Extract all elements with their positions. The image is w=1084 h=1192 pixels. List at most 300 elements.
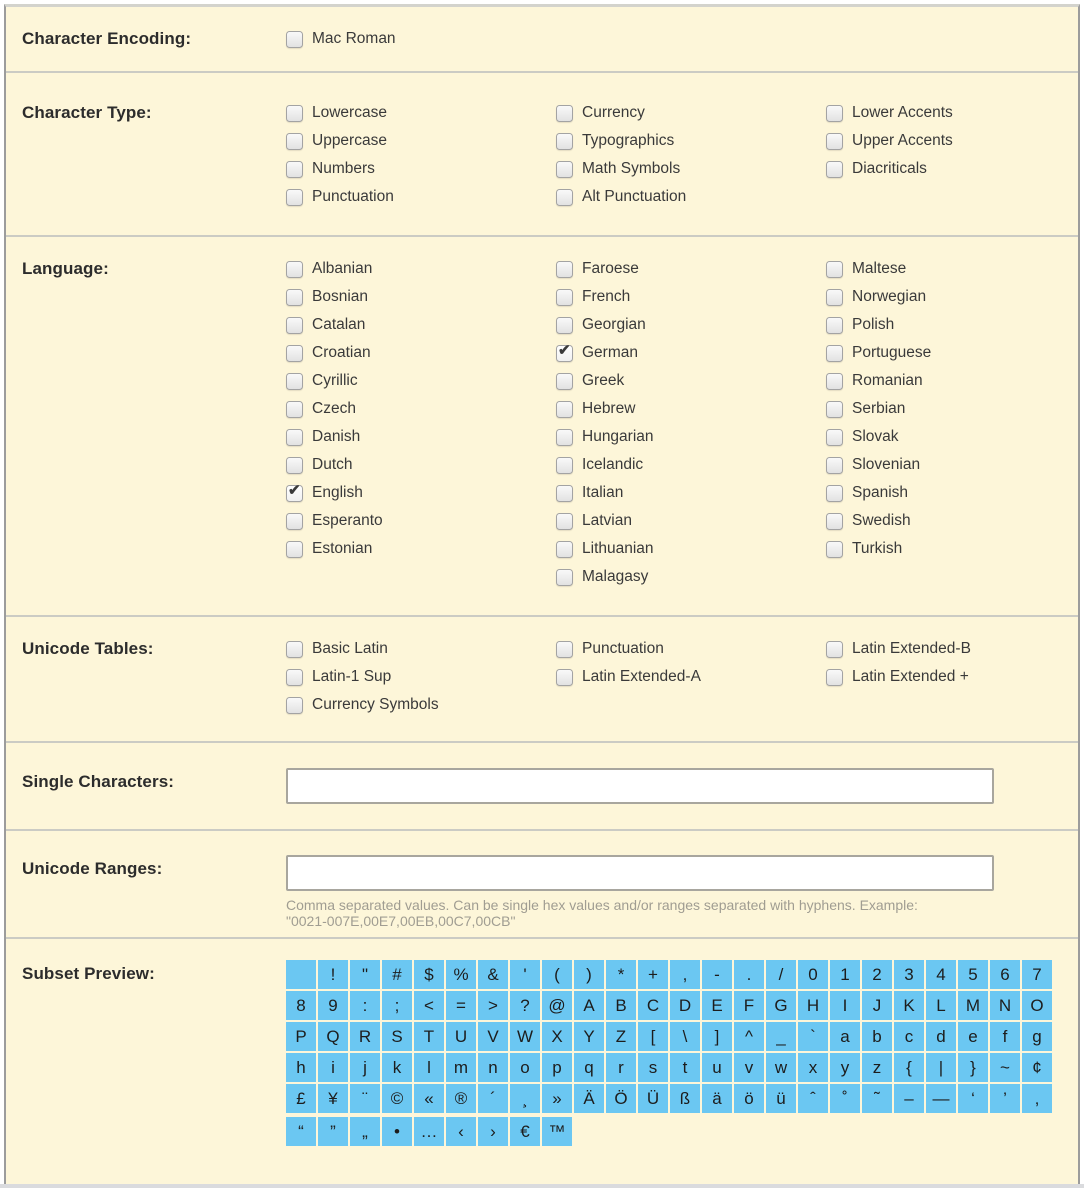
checkbox-box[interactable]	[826, 261, 843, 278]
preview-char-cell: +	[638, 960, 668, 989]
preview-char-cell: U	[446, 1022, 476, 1051]
preview-char-cell: G	[766, 991, 796, 1020]
checkbox-label: Latin-1 Sup	[312, 668, 392, 685]
checkbox-label: Latin Extended-A	[582, 668, 701, 685]
preview-char-cell: z	[862, 1053, 892, 1082]
checkbox-box[interactable]	[556, 373, 573, 390]
checkbox-label: Turkish	[852, 540, 903, 557]
checkbox-box[interactable]	[286, 189, 303, 206]
preview-char-cell: $	[414, 960, 444, 989]
preview-char-cell: @	[542, 991, 572, 1020]
preview-char-cell: /	[766, 960, 796, 989]
checkbox-label: Czech	[312, 400, 356, 417]
preview-char-cell: £	[286, 1084, 316, 1113]
checkbox-basic-latin[interactable]	[286, 635, 556, 663]
checkbox-mac-roman[interactable]	[286, 25, 396, 53]
single-characters-field	[286, 768, 994, 804]
preview-char-cell: ‹	[446, 1117, 476, 1146]
preview-char-cell: L	[926, 991, 956, 1020]
preview-char-cell: }	[958, 1053, 988, 1082]
checkbox-italian[interactable]	[556, 479, 826, 507]
checkbox-label: English	[312, 484, 363, 501]
checkbox-label: Estonian	[312, 540, 373, 557]
preview-char-cell: Z	[606, 1022, 636, 1051]
preview-char-cell: ]	[702, 1022, 732, 1051]
checkbox-box[interactable]	[556, 289, 573, 306]
checkbox-box[interactable]	[556, 133, 573, 150]
checkbox-column	[556, 255, 826, 591]
checkbox-label: Swedish	[852, 512, 911, 529]
checkbox-label: Hebrew	[582, 400, 636, 417]
preview-char-cell: ‘	[958, 1084, 988, 1113]
checkbox-latin-extended-b[interactable]	[826, 635, 971, 663]
checkbox-croatian[interactable]	[286, 339, 556, 367]
preview-char-cell: Q	[318, 1022, 348, 1051]
checkbox-box[interactable]	[286, 161, 303, 178]
preview-char-cell: Y	[574, 1022, 604, 1051]
checkbox-box[interactable]	[556, 161, 573, 178]
preview-char-cell: X	[542, 1022, 572, 1051]
preview-char-cell: –	[894, 1084, 924, 1113]
checkbox-estonian[interactable]	[286, 535, 556, 563]
checkbox-maltese[interactable]	[826, 255, 931, 283]
preview-char-cell: ‚	[1022, 1084, 1052, 1113]
checkbox-checked-icon[interactable]	[286, 481, 303, 502]
checkbox-checked-icon[interactable]	[556, 341, 573, 362]
section-character-encoding	[6, 7, 1078, 73]
preview-char-cell: H	[798, 991, 828, 1020]
checkbox-columns-language	[286, 255, 931, 591]
section-label-language: Language:	[22, 259, 109, 278]
checkbox-box[interactable]	[826, 669, 843, 686]
checkbox-label: Serbian	[852, 400, 906, 417]
checkbox-turkish[interactable]	[826, 535, 931, 563]
checkbox-label: Icelandic	[582, 456, 644, 473]
section-single-characters	[6, 743, 1078, 831]
checkbox-serbian[interactable]	[826, 395, 931, 423]
checkbox-latin-extended[interactable]	[826, 663, 971, 691]
preview-char-cell: !	[318, 960, 348, 989]
preview-char-cell: 7	[1022, 960, 1052, 989]
preview-char-cell	[286, 960, 316, 989]
checkbox-greek[interactable]	[556, 367, 826, 395]
checkbox-box[interactable]	[826, 485, 843, 502]
preview-char-cell: ˜	[862, 1084, 892, 1113]
preview-char-cell: J	[862, 991, 892, 1020]
preview-char-cell: u	[702, 1053, 732, 1082]
checkbox-box[interactable]	[556, 569, 573, 586]
checkbox-spanish[interactable]	[826, 479, 931, 507]
checkbox-currency-symbols[interactable]	[286, 691, 556, 719]
checkbox-portuguese[interactable]	[826, 339, 931, 367]
checkbox-box[interactable]	[556, 541, 573, 558]
checkbox-box[interactable]	[286, 457, 303, 474]
checkbox-box[interactable]	[286, 133, 303, 150]
checkbox-label: Maltese	[852, 260, 907, 277]
preview-char-cell: 6	[990, 960, 1020, 989]
checkbox-label: Malagasy	[582, 568, 649, 585]
preview-char-cell: —	[926, 1084, 956, 1113]
checkbox-label: Bosnian	[312, 288, 369, 305]
preview-char-cell: <	[414, 991, 444, 1020]
checkbox-dutch[interactable]	[286, 451, 556, 479]
section-label-unicode-tables: Unicode Tables:	[22, 639, 154, 658]
checkbox-box[interactable]	[286, 31, 303, 48]
checkbox-box[interactable]	[826, 641, 843, 658]
checkbox-label: Danish	[312, 428, 361, 445]
checkbox-czech[interactable]	[286, 395, 556, 423]
preview-char-cell: v	[734, 1053, 764, 1082]
checkbox-box[interactable]	[826, 513, 843, 530]
preview-char-cell: >	[478, 991, 508, 1020]
preview-char-cell: Ä	[574, 1084, 604, 1113]
preview-char-cell: C	[638, 991, 668, 1020]
checkmark-icon: ✔	[288, 481, 301, 499]
preview-char-cell: O	[1022, 991, 1052, 1020]
checkbox-norwegian[interactable]	[826, 283, 931, 311]
checkbox-label: Cyrillic	[312, 372, 358, 389]
checkbox-punctuation[interactable]	[556, 635, 826, 663]
preview-char-cell: K	[894, 991, 924, 1020]
checkbox-box[interactable]	[286, 317, 303, 334]
checkbox-box[interactable]	[286, 669, 303, 686]
checkbox-box[interactable]	[286, 289, 303, 306]
checkbox-esperanto[interactable]	[286, 507, 556, 535]
section-label-character-type: Character Type:	[22, 103, 152, 122]
checkbox-box[interactable]	[556, 317, 573, 334]
checkbox-box[interactable]	[826, 105, 843, 122]
preview-char-cell: ˆ	[798, 1084, 828, 1113]
checkbox-upper-accents[interactable]	[826, 127, 953, 155]
single-characters-input[interactable]	[286, 768, 994, 804]
preview-char-cell: a	[830, 1022, 860, 1051]
preview-char-cell: I	[830, 991, 860, 1020]
checkbox-box[interactable]	[286, 641, 303, 658]
preview-char-cell: p	[542, 1053, 572, 1082]
checkbox-label: Latin Extended +	[852, 668, 969, 685]
checkbox-box[interactable]	[286, 513, 303, 530]
checkbox-label: Basic Latin	[312, 640, 388, 657]
checkbox-box[interactable]	[556, 105, 573, 122]
preview-char-cell: 8	[286, 991, 316, 1020]
preview-char-cell: ¸	[510, 1084, 540, 1113]
preview-char-cell: i	[318, 1053, 348, 1082]
checkbox-cyrillic[interactable]	[286, 367, 556, 395]
preview-char-cell: 1	[830, 960, 860, 989]
preview-char-cell: `	[798, 1022, 828, 1051]
preview-char-cell: P	[286, 1022, 316, 1051]
checkbox-label: Faroese	[582, 260, 639, 277]
checkbox-french[interactable]	[556, 283, 826, 311]
checkbox-box[interactable]	[286, 261, 303, 278]
checkbox-label: Latin Extended-B	[852, 640, 971, 657]
preview-char-cell: j	[350, 1053, 380, 1082]
checkbox-label: Punctuation	[312, 188, 394, 205]
checkbox-polish[interactable]	[826, 311, 931, 339]
checkbox-english[interactable]	[286, 479, 556, 507]
checkbox-box[interactable]	[826, 541, 843, 558]
preview-char-cell: N	[990, 991, 1020, 1020]
checkbox-box[interactable]	[556, 401, 573, 418]
checkbox-georgian[interactable]	[556, 311, 826, 339]
checkbox-label: Dutch	[312, 456, 353, 473]
checkbox-column	[556, 635, 826, 691]
checkbox-box[interactable]	[826, 457, 843, 474]
preview-char-cell: «	[414, 1084, 444, 1113]
checkbox-label: Currency	[582, 104, 645, 121]
section-subset-preview	[6, 939, 1078, 1168]
checkbox-box[interactable]	[826, 345, 843, 362]
preview-char-cell: -	[702, 960, 732, 989]
checkbox-column	[286, 255, 556, 563]
checkbox-label: Math Symbols	[582, 160, 681, 177]
preview-char-cell: ?	[510, 991, 540, 1020]
subset-preview-grid	[286, 960, 1052, 1148]
checkbox-math-symbols[interactable]	[556, 155, 826, 183]
checkbox-label: Portuguese	[852, 344, 932, 361]
preview-char-cell: e	[958, 1022, 988, 1051]
checkbox-lower-accents[interactable]	[826, 99, 953, 127]
checkbox-slovak[interactable]	[826, 423, 931, 451]
unicode-ranges-field	[286, 855, 994, 929]
preview-char-cell: …	[414, 1117, 444, 1146]
preview-char-cell: (	[542, 960, 572, 989]
preview-char-cell: €	[510, 1117, 540, 1146]
preview-char-cell: .	[734, 960, 764, 989]
expert-subsetting-panel	[4, 4, 1080, 1184]
preview-char-cell: s	[638, 1053, 668, 1082]
preview-char-cell: ™	[542, 1117, 572, 1146]
checkbox-box[interactable]	[556, 261, 573, 278]
checkbox-box[interactable]	[556, 189, 573, 206]
preview-char-cell: l	[414, 1053, 444, 1082]
preview-char-cell: ¢	[1022, 1053, 1052, 1082]
checkbox-diacriticals[interactable]	[826, 155, 953, 183]
checkbox-box[interactable]	[556, 457, 573, 474]
checkbox-faroese[interactable]	[556, 255, 826, 283]
preview-row	[286, 1084, 1052, 1113]
checkbox-box[interactable]	[286, 697, 303, 714]
preview-char-cell: d	[926, 1022, 956, 1051]
checkbox-column	[286, 25, 396, 53]
preview-char-cell: %	[446, 960, 476, 989]
preview-char-cell: ’	[990, 1084, 1020, 1113]
preview-row	[286, 960, 1052, 989]
preview-char-cell: 3	[894, 960, 924, 989]
checkbox-box[interactable]	[826, 133, 843, 150]
checkbox-box[interactable]	[286, 373, 303, 390]
checkbox-column	[826, 255, 931, 563]
checkbox-box[interactable]	[556, 429, 573, 446]
checkbox-column	[286, 635, 556, 719]
checkbox-label: French	[582, 288, 631, 305]
preview-char-cell: ß	[670, 1084, 700, 1113]
preview-char-cell: 9	[318, 991, 348, 1020]
checkbox-typographics[interactable]	[556, 127, 826, 155]
checkbox-punctuation[interactable]	[286, 183, 556, 211]
section-character-type	[6, 73, 1078, 237]
checkbox-box[interactable]	[826, 429, 843, 446]
preview-char-cell: ä	[702, 1084, 732, 1113]
checkbox-latin-1-sup[interactable]	[286, 663, 556, 691]
checkbox-label: Lowercase	[312, 104, 387, 121]
section-label-unicode-ranges: Unicode Ranges:	[22, 859, 163, 878]
checkbox-label: Slovenian	[852, 456, 921, 473]
preview-char-cell: T	[414, 1022, 444, 1051]
preview-char-cell: ^	[734, 1022, 764, 1051]
checkbox-label: Lower Accents	[852, 104, 953, 121]
checkbox-label: Slovak	[852, 428, 899, 445]
preview-char-cell: =	[446, 991, 476, 1020]
preview-char-cell: 0	[798, 960, 828, 989]
preview-char-cell: ®	[446, 1084, 476, 1113]
checkbox-hebrew[interactable]	[556, 395, 826, 423]
checkbox-bosnian[interactable]	[286, 283, 556, 311]
checkbox-label: Polish	[852, 316, 895, 333]
preview-char-cell: 2	[862, 960, 892, 989]
preview-char-cell: f	[990, 1022, 1020, 1051]
preview-row	[286, 1053, 1052, 1082]
checkbox-swedish[interactable]	[826, 507, 931, 535]
checkbox-alt-punctuation[interactable]	[556, 183, 826, 211]
checkbox-box[interactable]	[286, 345, 303, 362]
checkbox-latin-extended-a[interactable]	[556, 663, 826, 691]
preview-char-cell: n	[478, 1053, 508, 1082]
checkbox-lowercase[interactable]	[286, 99, 556, 127]
preview-char-cell: "	[350, 960, 380, 989]
preview-char-cell: Ö	[606, 1084, 636, 1113]
section-label-single-characters: Single Characters:	[22, 772, 175, 791]
section-label-character-encoding: Character Encoding:	[22, 29, 192, 48]
preview-char-cell: M	[958, 991, 988, 1020]
checkbox-hungarian[interactable]	[556, 423, 826, 451]
preview-char-cell: ö	[734, 1084, 764, 1113]
preview-row	[286, 1022, 1052, 1051]
section-unicode-ranges	[6, 831, 1078, 939]
checkbox-label: Catalan	[312, 316, 366, 333]
preview-char-cell: h	[286, 1053, 316, 1082]
checkbox-label: Punctuation	[582, 640, 664, 657]
section-language	[6, 237, 1078, 617]
preview-row	[286, 1117, 1052, 1146]
checkbox-label: Albanian	[312, 260, 373, 277]
preview-char-cell: ˚	[830, 1084, 860, 1113]
preview-char-cell: ´	[478, 1084, 508, 1113]
checkbox-box[interactable]	[826, 289, 843, 306]
preview-char-cell: r	[606, 1053, 636, 1082]
checkbox-lithuanian[interactable]	[556, 535, 826, 563]
checkbox-columns-character-encoding	[286, 25, 396, 53]
preview-char-cell: t	[670, 1053, 700, 1082]
preview-char-cell: Ü	[638, 1084, 668, 1113]
checkbox-numbers[interactable]	[286, 155, 556, 183]
checkbox-catalan[interactable]	[286, 311, 556, 339]
checkbox-box[interactable]	[286, 401, 303, 418]
checkbox-box[interactable]	[826, 401, 843, 418]
checkbox-latvian[interactable]	[556, 507, 826, 535]
checkbox-label: Hungarian	[582, 428, 654, 445]
checkbox-columns-unicode-tables	[286, 635, 971, 719]
checkbox-label: Croatian	[312, 344, 371, 361]
checkbox-box[interactable]	[556, 513, 573, 530]
preview-char-cell: ,	[670, 960, 700, 989]
preview-char-cell: •	[382, 1117, 412, 1146]
section-label-subset-preview: Subset Preview:	[22, 964, 155, 983]
checkbox-label: Diacriticals	[852, 160, 927, 177]
checkbox-romanian[interactable]	[826, 367, 931, 395]
checkbox-column	[826, 99, 953, 183]
checkbox-box[interactable]	[556, 485, 573, 502]
checkbox-column	[286, 99, 556, 211]
checkbox-box[interactable]	[826, 161, 843, 178]
preview-char-cell: g	[1022, 1022, 1052, 1051]
checkbox-icelandic[interactable]	[556, 451, 826, 479]
preview-char-cell: V	[478, 1022, 508, 1051]
preview-char-cell: F	[734, 991, 764, 1020]
checkbox-label: German	[582, 344, 638, 361]
checkbox-label: Alt Punctuation	[582, 188, 687, 205]
checkbox-label: Upper Accents	[852, 132, 953, 149]
checkbox-box[interactable]	[286, 105, 303, 122]
checkbox-label: Mac Roman	[312, 30, 396, 47]
checkbox-column	[826, 635, 971, 691]
preview-char-cell: ¥	[318, 1084, 348, 1113]
checkbox-german[interactable]	[556, 339, 826, 367]
checkbox-label: Italian	[582, 484, 624, 501]
checkbox-uppercase[interactable]	[286, 127, 556, 155]
checkbox-slovenian[interactable]	[826, 451, 931, 479]
preview-char-cell: E	[702, 991, 732, 1020]
checkbox-malagasy[interactable]	[556, 563, 826, 591]
preview-char-cell: o	[510, 1053, 540, 1082]
checkbox-column	[556, 99, 826, 211]
preview-char-cell: ü	[766, 1084, 796, 1113]
preview-char-cell: ”	[318, 1117, 348, 1146]
checkbox-label: Spanish	[852, 484, 909, 501]
preview-char-cell: w	[766, 1053, 796, 1082]
checkbox-label: Lithuanian	[582, 540, 654, 557]
checkbox-label: Currency Symbols	[312, 696, 439, 713]
checkbox-box[interactable]	[556, 641, 573, 658]
preview-char-cell: A	[574, 991, 604, 1020]
preview-char-cell: )	[574, 960, 604, 989]
checkbox-box[interactable]	[556, 669, 573, 686]
preview-char-cell: c	[894, 1022, 924, 1051]
preview-char-cell: \	[670, 1022, 700, 1051]
checkbox-box[interactable]	[286, 429, 303, 446]
preview-char-cell: 4	[926, 960, 956, 989]
preview-char-cell: y	[830, 1053, 860, 1082]
preview-char-cell: D	[670, 991, 700, 1020]
checkbox-label: Romanian	[852, 372, 923, 389]
checkbox-box[interactable]	[286, 541, 303, 558]
checkbox-label: Uppercase	[312, 132, 387, 149]
preview-char-cell: 5	[958, 960, 988, 989]
preview-char-cell: |	[926, 1053, 956, 1082]
preview-char-cell: {	[894, 1053, 924, 1082]
preview-char-cell: ~	[990, 1053, 1020, 1082]
checkbox-albanian[interactable]	[286, 255, 556, 283]
preview-row	[286, 991, 1052, 1020]
checkbox-box[interactable]	[826, 317, 843, 334]
unicode-ranges-input[interactable]	[286, 855, 994, 891]
preview-char-cell: &	[478, 960, 508, 989]
next-row-divider	[0, 1184, 1084, 1188]
checkbox-box[interactable]	[826, 373, 843, 390]
preview-char-cell: k	[382, 1053, 412, 1082]
checkbox-danish[interactable]	[286, 423, 556, 451]
checkbox-currency[interactable]	[556, 99, 826, 127]
